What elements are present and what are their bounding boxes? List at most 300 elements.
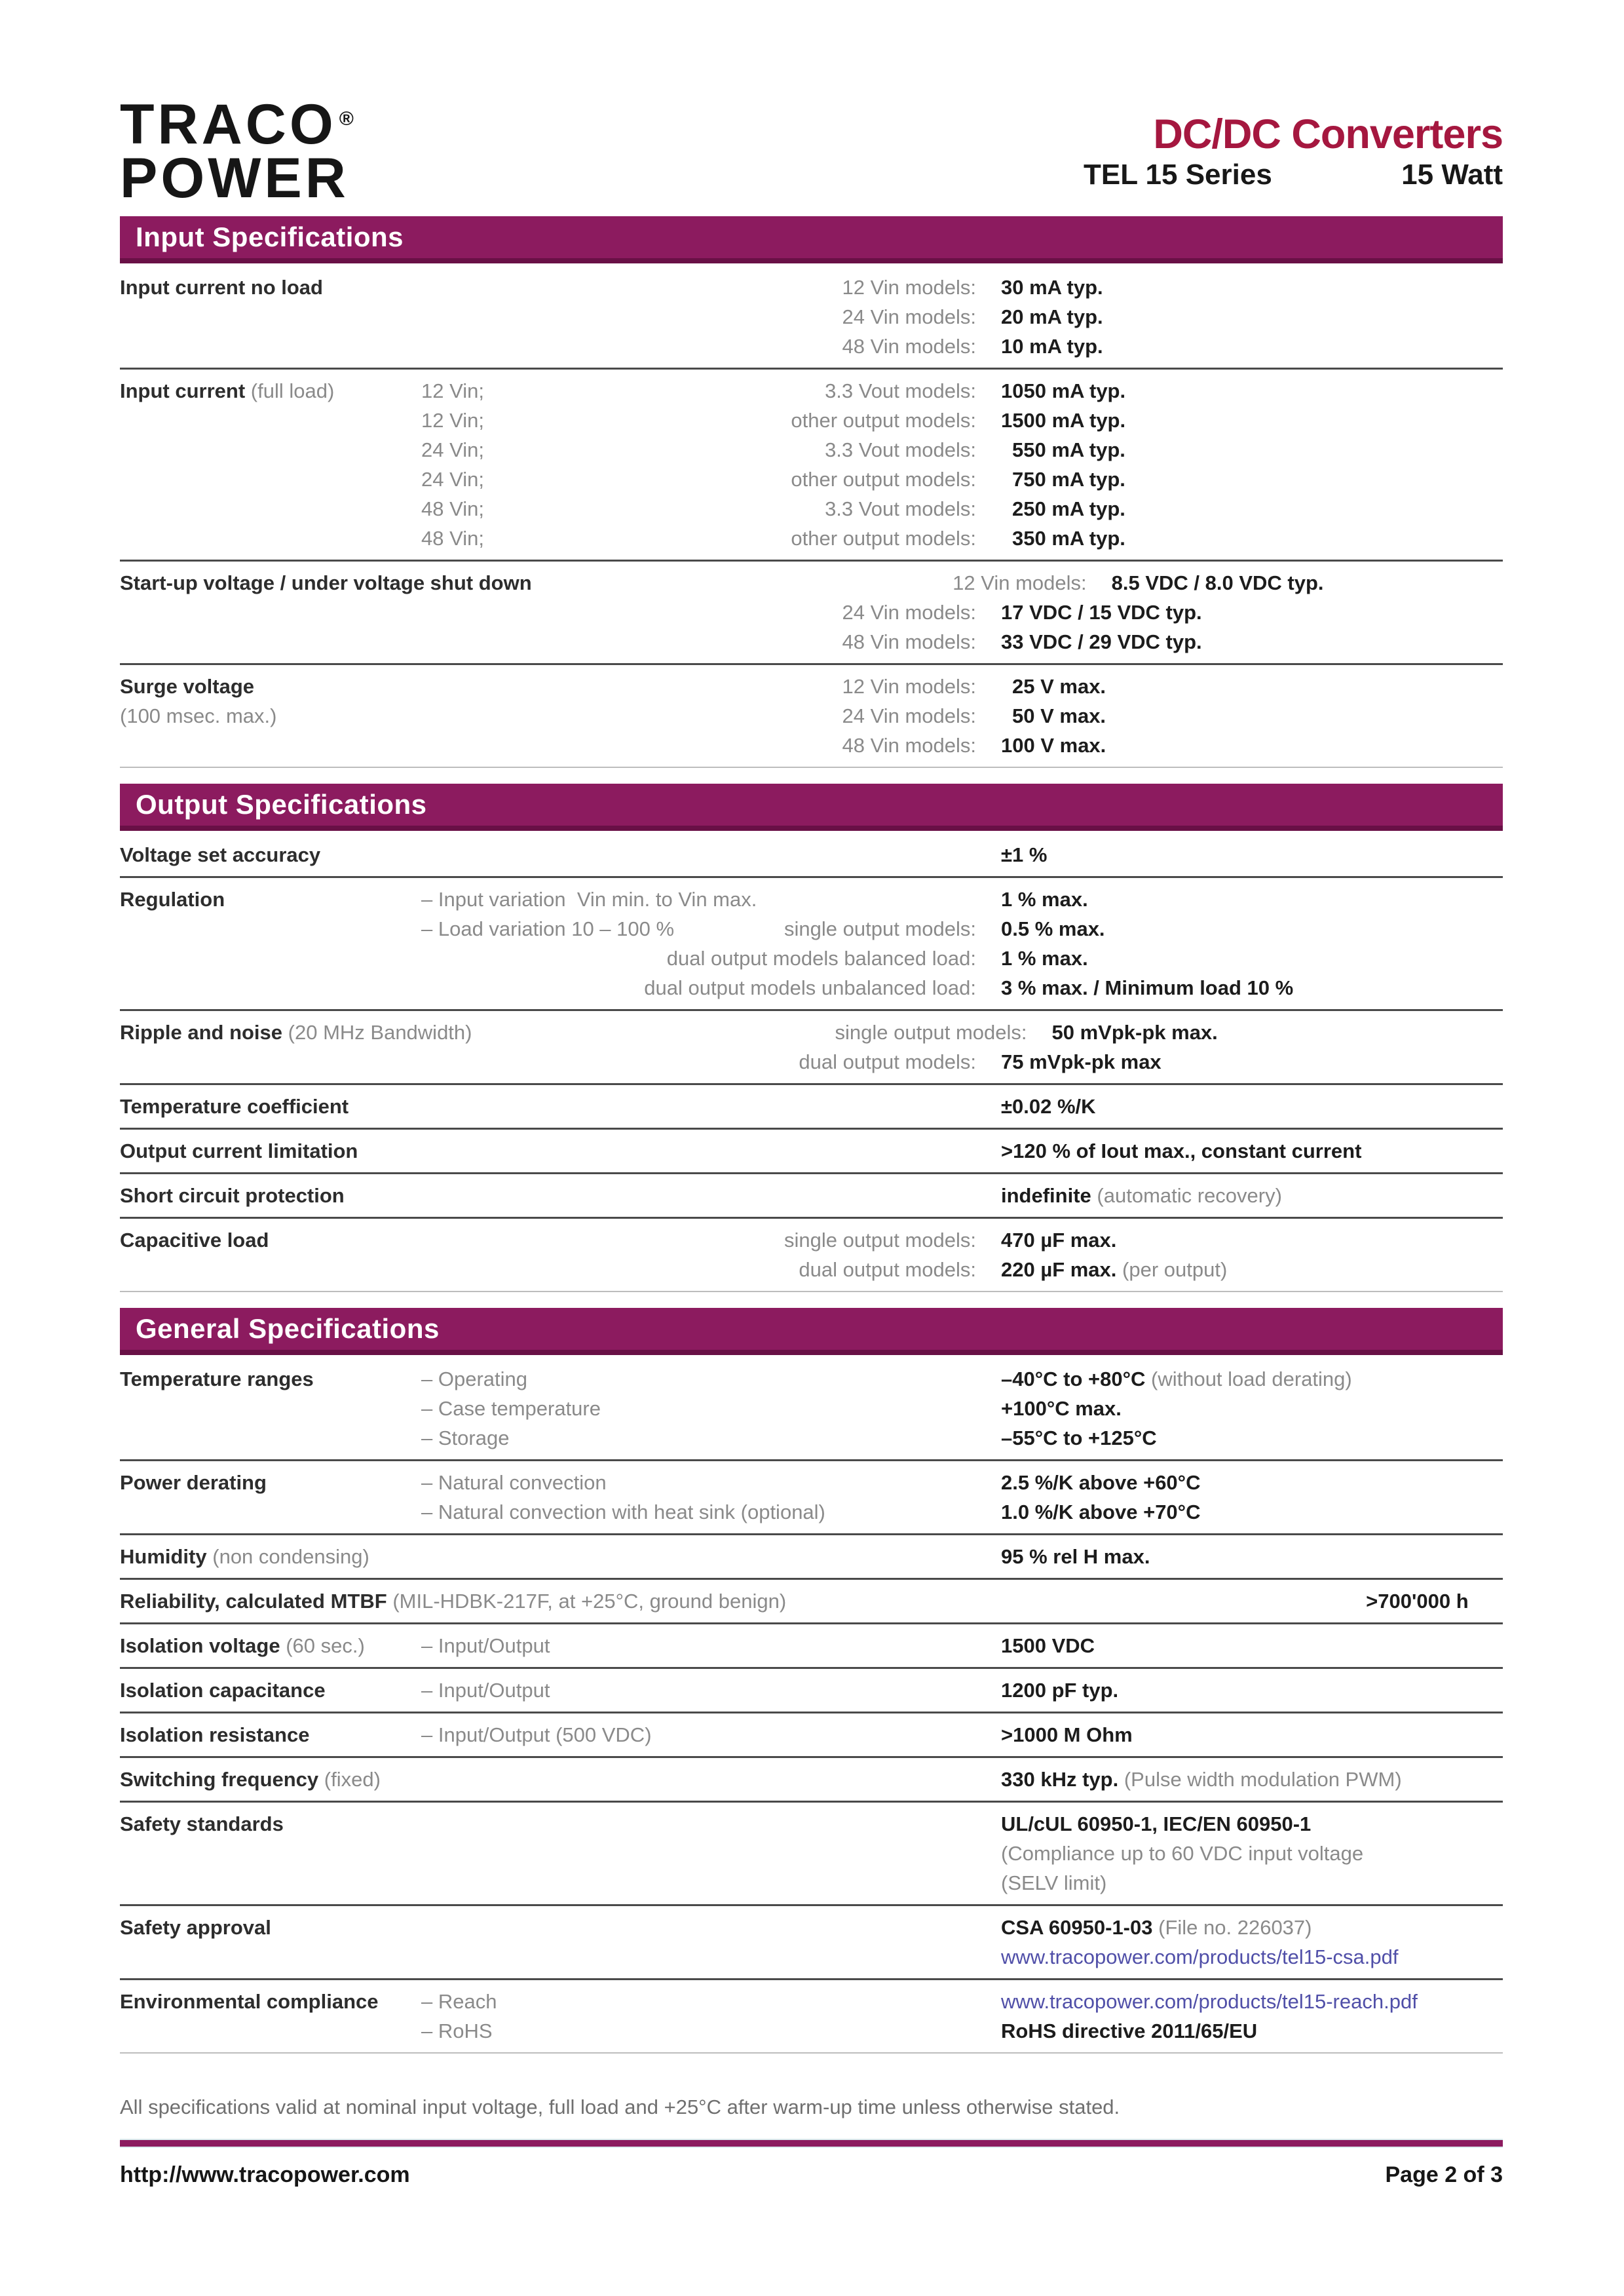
footer-rule (120, 2139, 1503, 2148)
spec-row (120, 878, 1503, 1011)
spec-value: +100°C max. (1001, 1397, 1122, 1420)
spec-value-note: (per output) (1122, 1258, 1228, 1281)
spec-line (120, 701, 1503, 731)
spec-row (120, 1358, 1503, 1461)
spec-label-cell (120, 1092, 421, 1121)
spec-row (120, 1906, 1503, 1980)
section-output-specifications (120, 784, 1503, 1292)
spec-value: 8.5 VDC / 8.0 VDC typ. (1111, 571, 1324, 594)
spec-sub-label: – Input/Output (500 VDC) (421, 1723, 652, 1746)
spec-label-cell (120, 1364, 421, 1394)
spec-middle-cell (421, 914, 976, 944)
spec-value-cell (976, 1255, 1503, 1284)
spec-label-cell (120, 376, 421, 406)
spec-value: 75 mVpk-pk max (1001, 1050, 1161, 1073)
spec-label-cell (120, 701, 421, 731)
spec-qualifier: 3.3 Vout models: (825, 438, 976, 461)
spec-value: –55°C to +125°C (1001, 1426, 1157, 1449)
spec-middle-cell (421, 1468, 976, 1497)
spec-label-cell (120, 1631, 421, 1660)
spec-line (120, 1868, 1503, 1898)
spec-value-cell (976, 376, 1503, 406)
spec-middle-cell (421, 1631, 976, 1660)
spec-value-cell (976, 494, 1503, 524)
spec-value-cell (976, 1136, 1503, 1166)
spec-label: Input current no load (120, 276, 323, 299)
spec-middle-cell (421, 885, 976, 914)
spec-label-cell (120, 1468, 421, 1497)
spec-value: 1500 VDC (1001, 1634, 1095, 1657)
external-link[interactable]: www.tracopower.com/products/tel15-csa.pdf (1001, 1945, 1399, 1968)
spec-label: Isolation capacitance (120, 1679, 326, 1702)
spec-middle-cell (421, 1255, 976, 1284)
spec-label-cell (120, 332, 421, 361)
spec-sub-label: 12 Vin; (421, 409, 484, 432)
spec-row (120, 1803, 1503, 1906)
spec-middle-cell (421, 1942, 976, 1972)
spec-middle-cell (421, 1839, 976, 1868)
spec-line (120, 1542, 1503, 1571)
spec-value-cell (976, 731, 1503, 760)
spec-value-cell (976, 1497, 1503, 1527)
spec-qualifier: 48 Vin models: (842, 630, 976, 653)
spec-qualifier: 48 Vin models: (842, 335, 976, 358)
doc-title: DC/DC Converters (1153, 111, 1503, 157)
spec-label: Switching frequency (120, 1768, 319, 1791)
spec-line (120, 1018, 1503, 1047)
spec-middle-cell (532, 568, 1087, 598)
spec-line (120, 1913, 1503, 1942)
spec-label-note: (100 msec. max.) (120, 704, 277, 727)
spec-label: Safety approval (120, 1916, 271, 1939)
spec-label: Humidity (120, 1545, 207, 1568)
spec-label: Capacitive load (120, 1229, 269, 1252)
spec-value-cell (1341, 1586, 1503, 1616)
spec-label-cell (120, 1255, 421, 1284)
spec-value: –40°C to +80°C (1001, 1368, 1146, 1390)
spec-value: ±1 % (1001, 843, 1048, 866)
spec-line (120, 598, 1503, 627)
spec-value: 95 % rel H max. (1001, 1545, 1150, 1568)
page-footer (120, 2162, 1503, 2188)
spec-line (120, 944, 1503, 973)
spec-label-cell (120, 1542, 421, 1571)
spec-middle-cell (421, 672, 976, 701)
spec-line (120, 435, 1503, 465)
spec-row (120, 665, 1503, 768)
spec-middle-cell (421, 494, 976, 524)
spec-label-cell (120, 914, 421, 944)
spec-value: >700'000 h (1366, 1590, 1469, 1613)
spec-value: 100 V max. (1001, 734, 1106, 757)
spec-label-cell (120, 302, 421, 332)
spec-label-cell (120, 1394, 421, 1423)
spec-label-cell (120, 1942, 421, 1972)
spec-middle-cell (421, 524, 976, 553)
spec-value-cell (976, 1942, 1503, 1972)
spec-line (120, 1394, 1503, 1423)
spec-value-cell (976, 840, 1503, 870)
spec-middle-cell (421, 1394, 976, 1423)
spec-value-cell (976, 302, 1503, 332)
spec-sub-label: – Natural convection (421, 1471, 607, 1494)
spec-value: (SELV limit) (1001, 1871, 1107, 1894)
spec-label: Reliability, calculated MTBF (120, 1590, 387, 1613)
spec-middle-cell (421, 731, 976, 760)
spec-middle-cell (421, 627, 976, 657)
spec-label-cell (120, 672, 421, 701)
spec-sub-label: – Case temperature (421, 1397, 601, 1420)
spec-label-note: (non condensing) (212, 1545, 369, 1568)
spec-middle-cell (421, 944, 976, 973)
spec-label-cell (120, 1720, 421, 1750)
spec-line (120, 494, 1503, 524)
spec-value: 750 mA typ. (1012, 468, 1125, 491)
spec-middle-cell (786, 1586, 1341, 1616)
spec-middle-cell (421, 302, 976, 332)
spec-line (120, 302, 1503, 332)
spec-value-cell (976, 465, 1503, 494)
spec-row (120, 1580, 1503, 1624)
external-link[interactable]: www.tracopower.com/products/tel15-reach.pdf (1001, 1990, 1418, 2013)
wattage: 15 Watt (1401, 159, 1503, 191)
spec-label-cell (120, 1497, 421, 1527)
spec-qualifier: 12 Vin models: (953, 571, 1087, 594)
spec-sub-label: – Input/Output (421, 1679, 550, 1702)
spec-label-cell (120, 1181, 421, 1210)
spec-value-cell (976, 1394, 1503, 1423)
spec-value: (Compliance up to 60 VDC input voltage (1001, 1842, 1364, 1865)
spec-label: Isolation voltage (120, 1634, 280, 1657)
spec-label: Regulation (120, 888, 225, 911)
spec-value: 1.0 %/K above +70°C (1001, 1501, 1201, 1523)
section-title: Input Specifications (136, 221, 404, 252)
spec-sub-label: 24 Vin; (421, 468, 484, 491)
spec-middle-cell (421, 406, 976, 435)
spec-sub-label: – Input/Output (421, 1634, 550, 1657)
spec-line (120, 1136, 1503, 1166)
spec-qualifier: 24 Vin models: (842, 601, 976, 624)
spec-label-cell (120, 840, 421, 870)
spec-value-cell (976, 701, 1503, 731)
spec-value: >120 % of Iout max., constant current (1001, 1139, 1362, 1162)
spec-value: 3 % max. / Minimum load 10 % (1001, 976, 1294, 999)
spec-value-cell (976, 1720, 1503, 1750)
section-title: General Specifications (136, 1313, 440, 1344)
spec-middle-cell (421, 1136, 976, 1166)
spec-value-cell (976, 1765, 1503, 1794)
spec-line (120, 1720, 1503, 1750)
spec-label: Start-up voltage / under voltage shut down (120, 571, 532, 594)
spec-line (120, 465, 1503, 494)
spec-value-note: (automatic recovery) (1097, 1184, 1282, 1207)
spec-middle-cell (421, 840, 976, 870)
spec-line (120, 273, 1503, 302)
spec-qualifier: dual output models: (799, 1258, 976, 1281)
spec-row (120, 1085, 1503, 1130)
spec-label-cell (120, 1047, 421, 1077)
title-block (1084, 98, 1503, 191)
spec-sub-label: 12 Vin; (421, 379, 484, 402)
spec-tables (120, 216, 1503, 2054)
spec-value-cell (976, 524, 1503, 553)
header (120, 93, 1503, 216)
spec-label-cell (120, 1018, 472, 1047)
spec-value: ±0.02 %/K (1001, 1095, 1096, 1118)
spec-value: 250 mA typ. (1012, 497, 1125, 520)
spec-middle-cell (421, 1364, 976, 1394)
spec-row (120, 370, 1503, 562)
spec-line (120, 1809, 1503, 1839)
spec-label: Output current limitation (120, 1139, 358, 1162)
spec-middle-cell (421, 701, 976, 731)
spec-value: CSA 60950-1-03 (1001, 1916, 1153, 1939)
spec-qualifier: 24 Vin models: (842, 305, 976, 328)
spec-middle-cell (421, 332, 976, 361)
spec-line (120, 1423, 1503, 1453)
spec-label: Ripple and noise (120, 1021, 283, 1044)
spec-value-cell (976, 1468, 1503, 1497)
spec-label-cell (120, 1136, 421, 1166)
spec-row (120, 1219, 1503, 1292)
spec-value: UL/cUL 60950-1, IEC/EN 60950-1 (1001, 1812, 1312, 1835)
spec-line (120, 1364, 1503, 1394)
spec-line (120, 973, 1503, 1003)
spec-middle-cell (421, 1092, 976, 1121)
spec-qualifier: 12 Vin models: (842, 276, 976, 299)
spec-value-cell (976, 1839, 1503, 1868)
spec-value-cell (976, 672, 1503, 701)
section-header-bar (120, 1308, 1503, 1355)
spec-value: 10 mA typ. (1001, 335, 1103, 358)
spec-row (120, 1535, 1503, 1580)
spec-value: 1500 mA typ. (1001, 409, 1126, 432)
spec-qualifier: 3.3 Vout models: (825, 379, 976, 402)
spec-middle-cell (421, 2016, 976, 2046)
spec-label-cell (120, 465, 421, 494)
spec-row (120, 266, 1503, 370)
spec-middle-cell (421, 973, 976, 1003)
spec-qualifier: single output models: (835, 1021, 1027, 1044)
spec-middle-cell (421, 1047, 976, 1077)
spec-qualifier: other output models: (791, 409, 976, 432)
spec-middle-cell (421, 1987, 976, 2016)
spec-value-cell (1027, 1018, 1503, 1047)
spec-row (120, 1624, 1503, 1669)
spec-label: Temperature ranges (120, 1368, 314, 1390)
spec-qualifier: single output models: (784, 1229, 976, 1252)
spec-label: Power derating (120, 1471, 267, 1494)
spec-label-cell (120, 1675, 421, 1705)
spec-value-cell (976, 1047, 1503, 1077)
section-header-bar (120, 216, 1503, 263)
spec-value: 1200 pF typ. (1001, 1679, 1119, 1702)
spec-middle-cell (421, 1675, 976, 1705)
logo-text-power: POWER (120, 146, 349, 210)
spec-value-cell (976, 944, 1503, 973)
spec-value: 50 V max. (1012, 704, 1106, 727)
spec-value: 0.5 % max. (1001, 917, 1105, 940)
spec-line (120, 1765, 1503, 1794)
spec-value-cell (976, 914, 1503, 944)
spec-qualifier: 24 Vin models: (842, 704, 976, 727)
spec-value-cell (976, 973, 1503, 1003)
spec-qualifier: other output models: (791, 468, 976, 491)
spec-line (120, 568, 1503, 598)
spec-row (120, 833, 1503, 878)
spec-line (120, 2016, 1503, 2046)
spec-qualifier: dual output models balanced load: (666, 947, 976, 970)
spec-sub-label: – Storage (421, 1426, 510, 1449)
spec-qualifier: single output models: (784, 917, 976, 940)
spec-label: Temperature coefficient (120, 1095, 349, 1118)
traco-power-logo (120, 93, 354, 210)
section-input-specifications (120, 216, 1503, 768)
spec-value: 550 mA typ. (1012, 438, 1125, 461)
spec-line (120, 1631, 1503, 1660)
spec-qualifier: 48 Vin models: (842, 734, 976, 757)
spec-value: 1 % max. (1001, 888, 1088, 911)
spec-label-cell (120, 524, 421, 553)
spec-sub-label: – Input variation Vin min. to Vin max. (421, 888, 757, 911)
spec-qualifier: dual output models unbalanced load: (644, 976, 976, 999)
spec-middle-cell (421, 1181, 976, 1210)
spec-label-cell (120, 731, 421, 760)
spec-row (120, 1130, 1503, 1174)
spec-value-cell (976, 1092, 1503, 1121)
spec-row (120, 1461, 1503, 1535)
spec-label-cell (120, 1987, 421, 2016)
spec-middle-cell (421, 465, 976, 494)
spec-line (120, 1987, 1503, 2016)
spec-line (120, 1092, 1503, 1121)
spec-middle-cell (421, 1225, 976, 1255)
spec-value-note: (without load derating) (1151, 1368, 1352, 1390)
spec-label: Surge voltage (120, 675, 254, 698)
spec-value-cell (976, 435, 1503, 465)
spec-value: 2.5 %/K above +60°C (1001, 1471, 1201, 1494)
logo-line-traco (120, 93, 354, 156)
spec-middle-cell (421, 1423, 976, 1453)
section-general-specifications (120, 1308, 1503, 2054)
footnote: All specifications valid at nominal input voltage, full load and +25°C after warm-up time unless otherwise stated. (120, 2095, 1120, 2118)
spec-label-cell (120, 435, 421, 465)
spec-label-cell (120, 885, 421, 914)
spec-line (120, 1255, 1503, 1284)
spec-line (120, 914, 1503, 944)
spec-value-cell (976, 273, 1503, 302)
spec-value: >1000 M Ohm (1001, 1723, 1133, 1746)
spec-line (120, 1839, 1503, 1868)
spec-line (120, 1225, 1503, 1255)
registered-trademark-icon: ® (339, 108, 354, 130)
spec-label: Environmental compliance (120, 1990, 379, 2013)
spec-label: Isolation resistance (120, 1723, 310, 1746)
spec-line (120, 885, 1503, 914)
logo-text-traco: TRACO (120, 93, 337, 156)
spec-label-cell (120, 406, 421, 435)
spec-row (120, 1174, 1503, 1219)
spec-value-cell (976, 627, 1503, 657)
spec-label-cell (120, 1868, 421, 1898)
spec-middle-cell (421, 1809, 976, 1839)
spec-value-cell (976, 1631, 1503, 1660)
spec-label-note: (60 sec.) (286, 1634, 365, 1657)
spec-middle-cell (472, 1018, 1027, 1047)
spec-value: RoHS directive 2011/65/EU (1001, 2019, 1258, 2042)
spec-value-cell (976, 1181, 1503, 1210)
spec-sub-label: 24 Vin; (421, 438, 484, 461)
spec-label: Safety standards (120, 1812, 284, 1835)
spec-value: 30 mA typ. (1001, 276, 1103, 299)
spec-value-cell (976, 598, 1503, 627)
spec-line (120, 1047, 1503, 1077)
spec-label-cell (120, 2016, 421, 2046)
spec-row (120, 1713, 1503, 1758)
spec-value: 470 µF max. (1001, 1229, 1117, 1252)
spec-value-cell (976, 1868, 1503, 1898)
spec-row (120, 1758, 1503, 1803)
spec-value: 330 kHz typ. (1001, 1768, 1119, 1791)
spec-value-cell (976, 1225, 1503, 1255)
series-name: TEL 15 Series (1084, 159, 1272, 191)
spec-qualifier: 12 Vin models: (842, 675, 976, 698)
spec-value: indefinite (1001, 1184, 1091, 1207)
spec-value-note: (Pulse width modulation PWM) (1124, 1768, 1402, 1791)
spec-middle-cell (421, 376, 976, 406)
spec-line (120, 1586, 1503, 1616)
spec-label-note: (full load) (250, 379, 335, 402)
spec-label-cell (120, 1423, 421, 1453)
spec-value: 17 VDC / 15 VDC typ. (1001, 601, 1202, 624)
spec-label-cell (120, 568, 532, 598)
spec-middle-cell (421, 1765, 976, 1794)
spec-row (120, 1980, 1503, 2054)
footer-url[interactable]: http://www.tracopower.com (120, 2162, 410, 2187)
spec-value-cell (976, 1913, 1503, 1942)
spec-value-cell (976, 1809, 1503, 1839)
spec-value-cell (976, 1364, 1503, 1394)
spec-middle-cell (421, 435, 976, 465)
spec-line (120, 672, 1503, 701)
spec-value-cell (976, 406, 1503, 435)
spec-row (120, 1011, 1503, 1085)
spec-label-note: (20 MHz Bandwidth) (288, 1021, 472, 1044)
spec-value: 25 V max. (1012, 675, 1106, 698)
spec-line (120, 1942, 1503, 1972)
spec-qualifier: dual output models: (799, 1050, 976, 1073)
doc-subtitle (1084, 159, 1503, 191)
spec-value-cell (976, 1675, 1503, 1705)
spec-sub-label: – Natural convection with heat sink (optional) (421, 1501, 825, 1523)
spec-value-cell (976, 885, 1503, 914)
spec-value-cell (976, 1987, 1503, 2016)
spec-sub-label: – RoHS (421, 2019, 493, 2042)
spec-value: 1 % max. (1001, 947, 1088, 970)
spec-sub-label: 48 Vin; (421, 527, 484, 550)
spec-value: 220 µF max. (1001, 1258, 1117, 1281)
spec-label-cell (120, 944, 421, 973)
spec-label-cell (120, 1809, 421, 1839)
spec-qualifier: other output models: (791, 527, 976, 550)
spec-label-note: (MIL-HDBK-217F, at +25°C, ground benign) (392, 1590, 787, 1613)
spec-label-cell (120, 1765, 421, 1794)
spec-value-cell (976, 1542, 1503, 1571)
spec-qualifier: 3.3 Vout models: (825, 497, 976, 520)
spec-value: 350 mA typ. (1012, 527, 1125, 550)
spec-sub-label: – Load variation 10 – 100 % (421, 917, 675, 940)
spec-label-cell (120, 598, 421, 627)
